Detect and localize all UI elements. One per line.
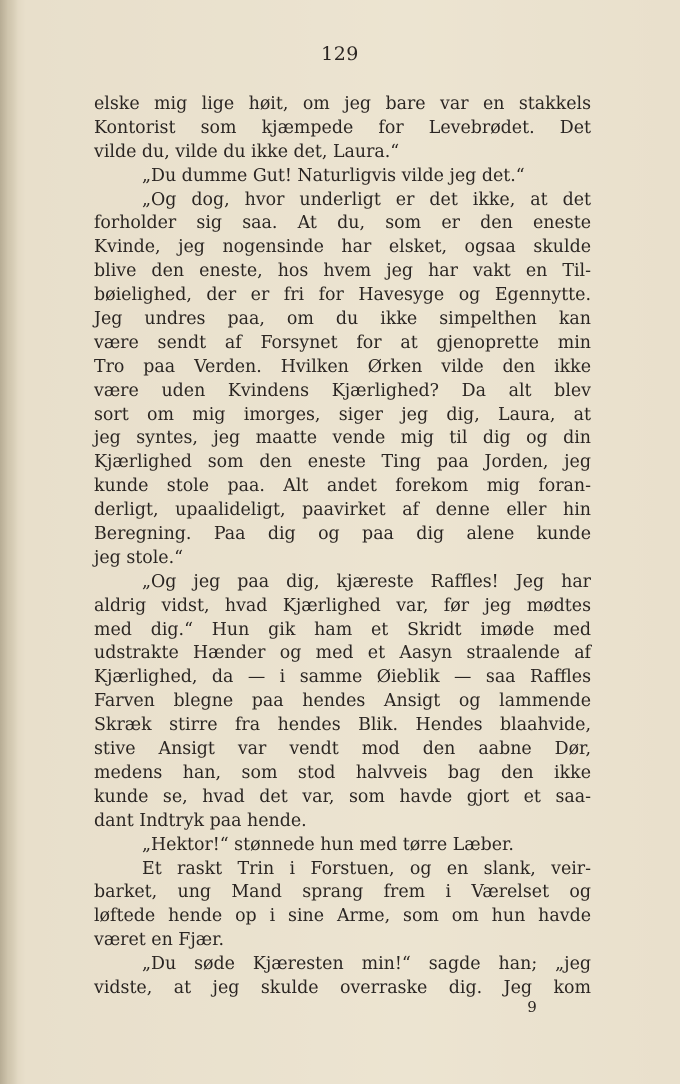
text-line: barket, ung Mand sprang frem i Værelset og	[94, 882, 591, 903]
text-line: elske mig lige høit, om jeg bare var en stakkels	[94, 94, 591, 114]
text-line: med dig.“ Hun gik ham et Skridt imøde med	[94, 619, 591, 640]
text-line: vidste, at jeg skulde overraske dig. Jeg kom	[94, 977, 591, 998]
text-line: Skræk stirre fra hendes Blik. Hendes blaahvide,	[94, 715, 591, 736]
text-line: aldrig vidst, hvad Kjærlighed var, før jeg mødtes	[94, 595, 591, 616]
text-line: Kjærlighed som den eneste Ting paa Jorden, jeg	[94, 452, 591, 473]
text-line: medens han, som stod halvveis bag den ikke	[94, 762, 591, 783]
text-line: kunde se, hvad det var, som havde gjort et saa-	[94, 786, 591, 807]
text-line: Farven blegne paa hendes Ansigt og lammende	[94, 691, 591, 712]
text-line: vilde du, vilde du ikke det, Laura.“	[94, 141, 400, 162]
text-line: været en Fjær.	[94, 930, 225, 951]
text-line: kunde stole paa. Alt andet forekom mig foran-	[94, 476, 591, 497]
text-line: stive Ansigt var vendt mod den aabne Dør,	[94, 739, 591, 760]
text-line: være uden Kvindens Kjærlighed? Da alt blev	[94, 380, 591, 401]
body-text	[94, 93, 591, 1001]
text-line: forholder sig saa. At du, som er den eneste	[94, 213, 591, 234]
text-line: Jeg undres paa, om du ikke simpelthen kan	[94, 309, 591, 330]
text-line: „Du søde Kjæresten min!“ sagde han; „jeg	[142, 954, 591, 975]
page-number: 129	[321, 43, 359, 65]
text-line: Kontorist som kjæmpede for Levebrødet. Det	[94, 117, 591, 138]
text-line: blive den eneste, hos hvem jeg har vakt en Til-	[94, 261, 591, 282]
text-line: løftede hende op i sine Arme, som om hun havde	[94, 906, 591, 927]
text-line: Et raskt Trin i Forstuen, og en slank, veir-	[142, 858, 591, 879]
text-line: „Og jeg paa dig, kjæreste Raffles! Jeg har	[142, 571, 591, 592]
text-line: jeg stole.“	[94, 547, 183, 568]
text-line: Kvinde, jeg nogensinde har elsket, ogsaa skulde	[94, 237, 591, 258]
text-line: være sendt af Forsynet for at gjenoprette min	[94, 332, 591, 353]
text-line: Tro paa Verden. Hvilken Ørken vilde den ikke	[94, 356, 591, 377]
text-line: „Og dog, hvor underligt er det ikke, at det	[142, 189, 591, 210]
text-line: Kjærlighed, da — i samme Øieblik — saa Raffles	[94, 667, 591, 688]
text-line: jeg syntes, jeg maatte vende mig til dig og din	[94, 428, 591, 449]
text-line: „Du dumme Gut! Naturligvis vilde jeg det.“	[142, 165, 525, 186]
text-line: udstrakte Hænder og med et Aasyn straalende af	[94, 643, 591, 664]
page-spine-shadow	[0, 0, 18, 1084]
text-line: Beregning. Paa dig og paa dig alene kunde	[94, 524, 591, 545]
text-line: derligt, upaalideligt, paavirket af denne eller hin	[94, 500, 591, 521]
signature-mark: 9	[527, 998, 537, 1016]
text-line: dant Indtryk paa hende.	[94, 810, 307, 831]
text-line: bøielighed, der er fri for Havesyge og Egennytte.	[94, 285, 591, 306]
text-line: „Hektor!“ stønnede hun med tørre Læber.	[142, 834, 514, 855]
text-line: sort om mig imorges, siger jeg dig, Laura, at	[94, 404, 591, 425]
